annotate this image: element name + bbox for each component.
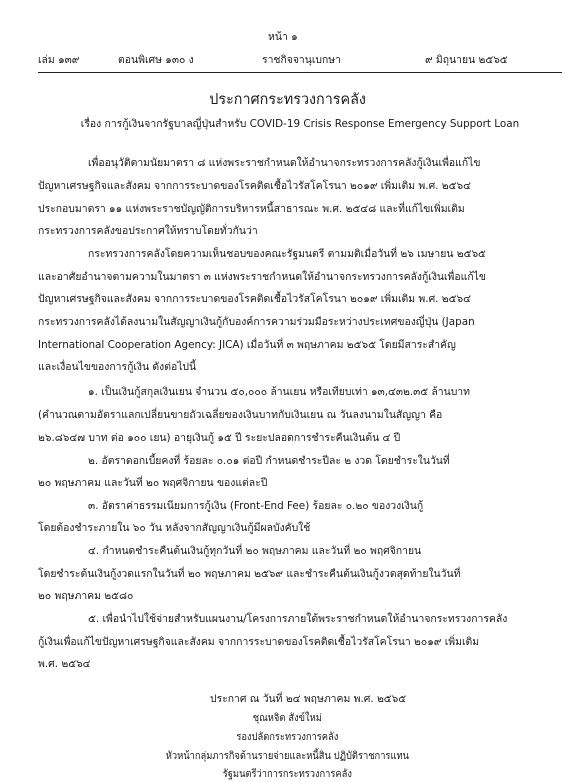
- paragraph-line: กระทรวงการคลังได้ลงนามในสัญญาเงินกู้กับองค์การความร่วมมือระหว่างประเทศของญี่ปุ่น (Japan: [38, 316, 475, 328]
- list-item-line: ๕. เพื่อนำไปใช้จ่ายสำหรับแผนงาน/โครงการภายใต้พระราชกำหนดให้อำนาจกระทรวงการคลัง: [88, 613, 508, 625]
- list-item-line: ๒๐ พฤษภาคม ๒๕๘๐: [38, 590, 134, 602]
- paragraph-line: ประกอบมาตรา ๑๑ แห่งพระราชบัญญัติการบริหารหนี้สาธารณะ พ.ศ. ๒๕๔๘ และที่แก้ไขเพิ่มเติม: [38, 203, 465, 215]
- paragraph-line: International Cooperation Agency: JICA) เมื่อวันที่ ๓ พฤษภาคม ๒๕๖๕ โดยมีสาระสำคัญ: [38, 339, 456, 351]
- paragraph-line: และเงื่อนไขของการกู้เงิน ดังต่อไปนี้: [38, 361, 197, 373]
- subject-label: เรื่อง: [80, 118, 102, 130]
- paragraph-line: ปัญหาเศรษฐกิจและสังคม จากการระบาดของโรคติดเชื้อไวรัสโคโรนา ๒๐๑๙ เพิ่มเติม พ.ศ. ๒๕๖๔: [38, 180, 471, 192]
- subject-text: การกู้เงินจากรัฐบาลญี่ปุ่นสำหรับ COVID-19 Crisis Response Emergency Support Loan: [104, 118, 520, 130]
- list-item-line: โดยชำระต้นเงินกู้งวดแรกในวันที่ ๒๐ พฤษภาคม ๒๕๖๙ และชำระคืนต้นเงินกู้งวดสุดท้ายในวันที่: [38, 568, 461, 580]
- list-item-line: ๑. เป็นเงินกู้สกุลเงินเยน จำนวน ๕๐,๐๐๐ ล้านเยน หรือเทียบเท่า ๑๓,๔๓๒.๓๕ ล้านบาท: [88, 386, 470, 398]
- signatory-position: หัวหน้ากลุ่มภารกิจด้านรายจ่ายและหนี้สิน ปฏิบัติราชการแทน: [165, 750, 409, 762]
- special-issue-label: ตอนพิเศษ ๑๓๐ ง: [118, 54, 194, 66]
- paragraph-line: ปัญหาเศรษฐกิจและสังคม จากการระบาดของโรคติดเชื้อไวรัสโคโรนา ๒๐๑๙ เพิ่มเติม พ.ศ. ๒๕๖๔: [38, 293, 471, 305]
- list-item-line: ๒. อัตราดอกเบี้ยคงที่ ร้อยละ ๐.๐๑ ต่อปี กำหนดชำระปีละ ๒ งวด โดยชำระในวันที่: [88, 455, 450, 467]
- paragraph-line: เพื่ออนุวัติตามนัยมาตรา ๘ แห่งพระราชกำหนดให้อำนาจกระทรวงการคลังกู้เงินเพื่อแก้ไข: [88, 157, 481, 169]
- signatory-position: รองปลัดกระทรวงการคลัง: [236, 731, 339, 743]
- list-item-line: ๓. อัตราค่าธรรมเนียมการกู้เงิน (Front-End Fee) ร้อยละ ๐.๒๐ ของวงเงินกู้: [88, 500, 424, 512]
- volume-label: เล่ม ๑๓๙: [38, 54, 80, 66]
- signatory-position: รัฐมนตรีว่าการกระทรวงการคลัง: [222, 768, 352, 780]
- document-title: ประกาศกระทรวงการคลัง: [209, 92, 366, 108]
- list-item-line: กู้เงินเพื่อแก้ไขปัญหาเศรษฐกิจและสังคม จากการระบาดของโรคติดเชื้อไวรัสโคโรนา ๒๐๑๙ เพิ่มเติม: [38, 636, 480, 648]
- list-item-line: ๔. กำหนดชำระคืนต้นเงินกู้ทุกวันที่ ๒๐ พฤษภาคม และวันที่ ๒๐ พฤศจิกายน: [88, 545, 422, 557]
- list-item-line: ๒๖.๘๖๔๗ บาท ต่อ ๑๐๐ เยน) อายุเงินกู้ ๑๕ ปี ระยะปลอดการชำระคืนเงินต้น ๔ ปี: [38, 432, 401, 444]
- document-subject: [38, 117, 562, 131]
- gazette-name: ราชกิจจานุเบกษา: [262, 54, 341, 66]
- page-number: หน้า ๑: [268, 31, 298, 43]
- list-item-line: พ.ศ. ๒๕๖๔: [38, 658, 91, 670]
- announcement-date: ประกาศ ณ วันที่ ๒๔ พฤษภาคม พ.ศ. ๒๕๖๕: [210, 693, 407, 705]
- paragraph-line: กระทรวงการคลังขอประกาศให้ทราบโดยทั่วกันว่า: [38, 225, 258, 237]
- list-item-line: ๒๐ พฤษภาคม และวันที่ ๒๐ พฤศจิกายน ของแต่ละปี: [38, 477, 268, 489]
- signatory-name: ชุณหจิต สังข์ใหม่: [252, 712, 322, 724]
- list-item-line: โดยต้องชำระภายใน ๖๐ วัน หลังจากสัญญาเงินกู้มีผลบังคับใช้: [38, 522, 311, 534]
- paragraph-line: และอาศัยอำนาจตามความในมาตรา ๓ แห่งพระราชกำหนดให้อำนาจกระทรวงการคลังกู้เงินเพื่อแก้ไข: [38, 271, 486, 283]
- list-item-line: (คำนวณตามอัตราแลกเปลี่ยนขายถัวเฉลี่ยของเงินบาทกับเงินเยน ณ วันลงนามในสัญญา คือ: [38, 409, 443, 421]
- paragraph-line: กระทรวงการคลังโดยความเห็นชอบของคณะรัฐมนตรี ตามมติเมื่อวันที่ ๒๖ เมษายน ๒๕๖๕: [88, 248, 486, 260]
- header-rule: [38, 72, 562, 73]
- gazette-date: ๙ มิถุนายน ๒๕๖๕: [425, 54, 508, 66]
